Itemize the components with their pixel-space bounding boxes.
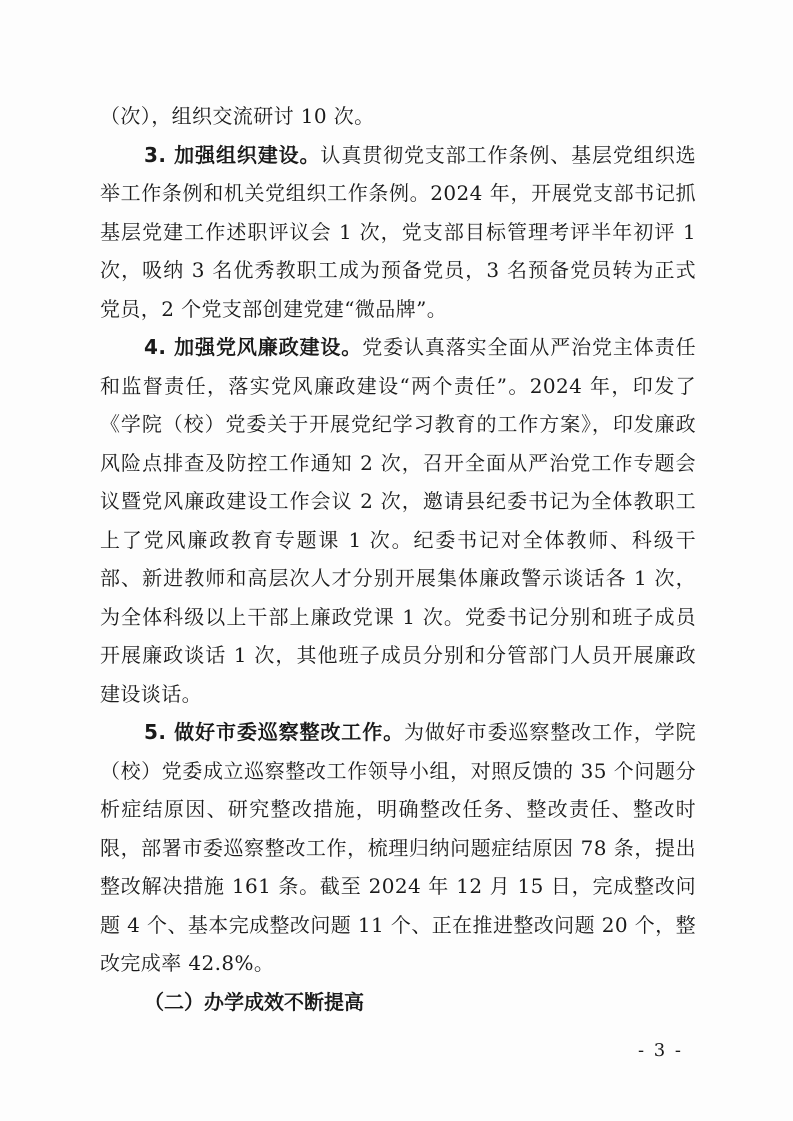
- paragraph-lead: 5. 做好市委巡察整改工作。: [144, 720, 404, 744]
- paragraph-continuation: [100, 97, 696, 136]
- paragraph-organization-building: [100, 136, 696, 329]
- section-heading: （二）办学成效不断提高: [144, 989, 364, 1014]
- paragraph-text: （次），组织交流研讨 10 次。: [100, 104, 375, 128]
- paragraph-party-integrity: [100, 328, 696, 713]
- document-body: [100, 97, 696, 1021]
- paragraph-text: 为做好市委巡察整改工作，学院（校）党委成立巡察整改工作领导小组，对照反馈的 35 个问题分析症结原因、研究整改措施，明确整改任务、整改责任、整改时限，部署市委巡察整改工作，梳理归纳问题症结原因 78 条，提出整改解决措施 161 条。截至 2024 年 12 月 15 日，完成整改问题 4 个、基本完成整改问题 11 个、正在推进整改问题 20 个，整改完成率 42.8%。: [100, 720, 697, 975]
- paragraph-lead: 3. 加强组织建设。: [144, 142, 321, 167]
- paragraph-inspection-rectification: [100, 713, 696, 983]
- page-number: - 3 -: [637, 1040, 683, 1061]
- paragraph-text: 认真贯彻党支部工作条例、基层党组织选举工作条例和机关党组织工作条例。2024 年，开展党支部书记抓基层党建工作述职评议会 1 次，党支部目标管理考评半年初评 1 次，吸纳 3 名优秀教职工成为预备党员，3 名预备党员转为正式党员，2 个党支部创建党建“微品牌”。: [100, 142, 696, 321]
- paragraph-lead: 4. 加强党风廉政建设。: [144, 335, 363, 359]
- paragraph-text: 党委认真落实全面从严治党主体责任和监督责任，落实党风廉政建设“两个责任”。2024 年，印发了《学院（校）党委关于开展党纪学习教育的工作方案》，印发廉政风险点排查及防控工作通知 2 次，召开全面从严治党工作专题会议暨党风廉政建设工作会议 2 次，邀请县纪委书记为全体教职工上了党风廉政教育专题课 1 次。纪委书记对全体教师、科级干部、新进教师和高层次人才分别开展集体廉政警示谈话各 1 次，为全体科级以上干部上廉政党课 1 次。党委书记分别和班子成员开展廉政谈话 1 次，其他班子成员分别和分管部门人员开展廉政建设谈话。: [100, 335, 696, 706]
